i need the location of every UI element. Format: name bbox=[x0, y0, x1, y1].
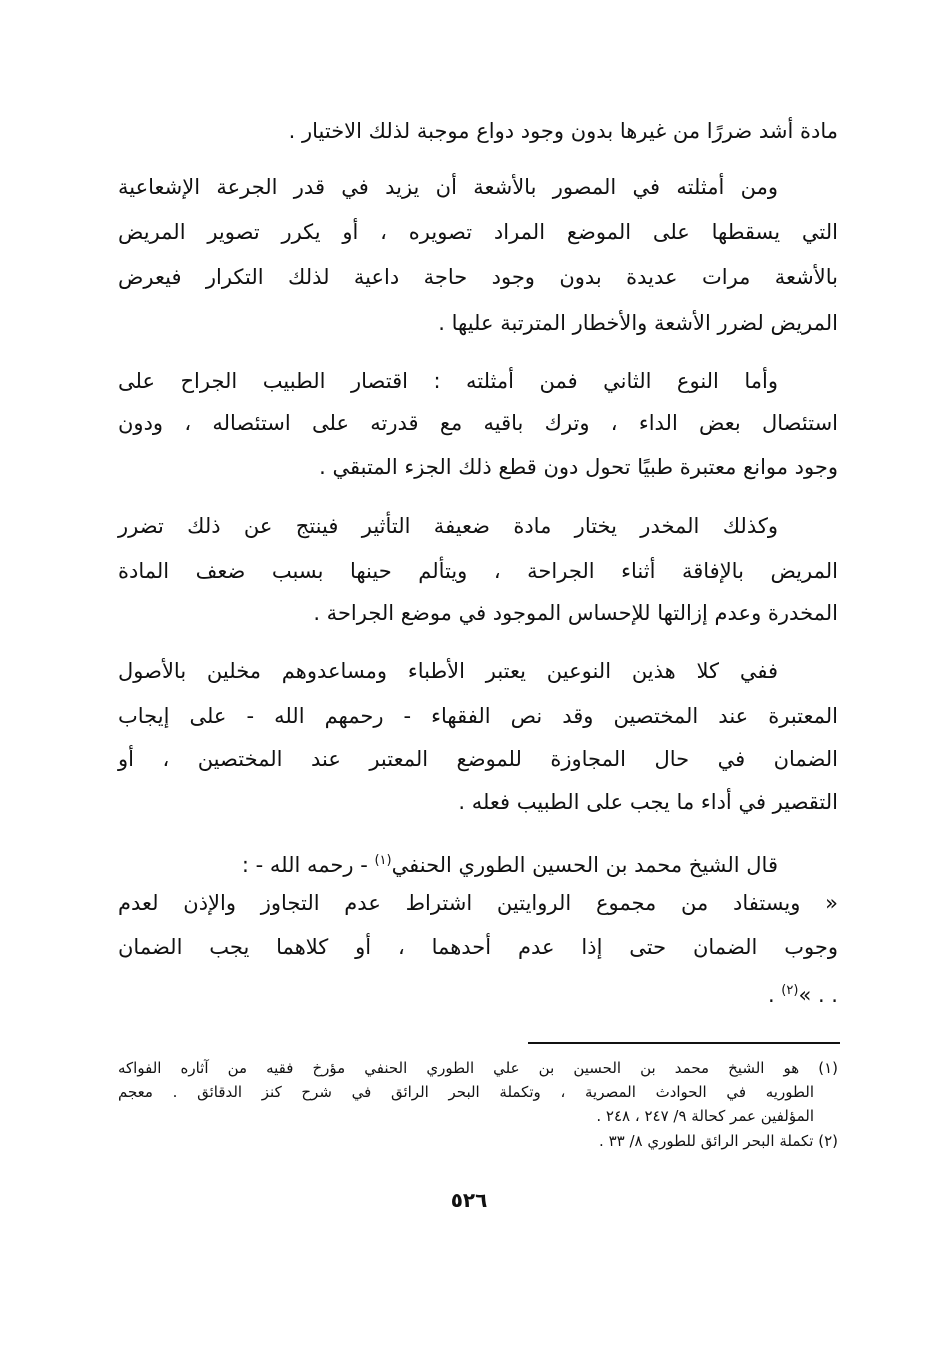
text-line: المعتبرة عند المختصين وقد نص الفقهاء - رحمهم الله - على إيجاب bbox=[118, 704, 838, 728]
paragraph-first-line bbox=[118, 846, 778, 880]
text: - رحمه الله - : bbox=[241, 853, 375, 877]
text-line: استئصال بعض الداء ، وترك باقيه مع قدرته على استئصاله ، ودون bbox=[118, 411, 838, 435]
footnote-1-line: الطوريه في الحوادث المصرية ، وتكملة البحر الرائق في شرح كنز الدقائق . معجم bbox=[118, 1083, 814, 1101]
footnote-2: (٢) تكملة البحر الرائق للطوري ٨/ ٣٣ . bbox=[599, 1132, 838, 1150]
text: قال الشيخ محمد بن الحسين الطوري الحنفي bbox=[391, 853, 778, 877]
paragraph-first-line: ففي كلا هذين النوعين يعتبر الأطباء ومساعدوهم مخلين بالأصول bbox=[118, 659, 778, 683]
text-line: المخدرة وعدم إزالتها للإحساس الموجود في موضع الجراحة . bbox=[313, 601, 838, 625]
text-line: مادة أشد ضررًا من غيرها بدون وجود دواع موجبة لذلك الاختيار . bbox=[288, 119, 838, 143]
text-line: بالأشعة مرات عديدة بدون وجود حاجة داعية لذلك التكرار فيعرض bbox=[118, 265, 838, 289]
footnote-ref-1[interactable]: (١) bbox=[374, 853, 392, 868]
footnote-1-line: المؤلفين عمر كحالة ٩/ ٢٤٧ ، ٢٤٨ . bbox=[596, 1107, 814, 1125]
text-line bbox=[118, 976, 838, 1010]
text-line: الضمان في حال المجاوزة للموضع المعتبر عند المختصين ، أو bbox=[118, 747, 838, 771]
text: . bbox=[767, 983, 782, 1007]
footnote-ref-2[interactable]: (٢) bbox=[781, 983, 799, 998]
text-line: وجوب الضمان حتى إذا عدم أحدهما ، أو كلاهما يجب الضمان bbox=[118, 935, 838, 959]
text-line: التي يسقطها على الموضع المراد تصويره ، أو يكرر تصوير المريض bbox=[118, 220, 838, 244]
page-number: ٥٢٦ bbox=[450, 1188, 488, 1212]
footnote-divider bbox=[528, 1042, 840, 1044]
text-line: التقصير في أداء ما يجب على الطبيب فعله . bbox=[458, 790, 838, 814]
text-line: المريض بالإفاقة أثناء الجراحة ، ويتألم حينها بسبب ضعف المادة bbox=[118, 559, 838, 583]
text: . . » bbox=[798, 983, 838, 1007]
paragraph-first-line: ومن أمثلته في المصور بالأشعة أن يزيد في قدر الجرعة الإشعاعية bbox=[118, 175, 778, 199]
paragraph-first-line: وكذلك المخدر يختار مادة ضعيفة التأثير فينتج عن ذلك تضرر bbox=[118, 514, 778, 538]
footnote-1: (١) هو الشيخ محمد بن الحسين بن علي الطوري الحنفي مؤرخ فقيه من آثاره الفواكه bbox=[118, 1059, 838, 1077]
text-line: « ويستفاد من مجموع الروايتين اشتراط عدم التجاوز والإذن لعدم bbox=[118, 891, 838, 915]
text-line: المريض لضرر الأشعة والأخطار المترتبة عليها . bbox=[438, 311, 838, 335]
paragraph-first-line: وأما النوع الثاني فمن أمثلته : اقتصار الطبيب الجراح على bbox=[118, 369, 778, 393]
text-line: وجود موانع معتبرة طبيًا تحول دون قطع ذلك الجزء المتبقي . bbox=[319, 455, 838, 479]
